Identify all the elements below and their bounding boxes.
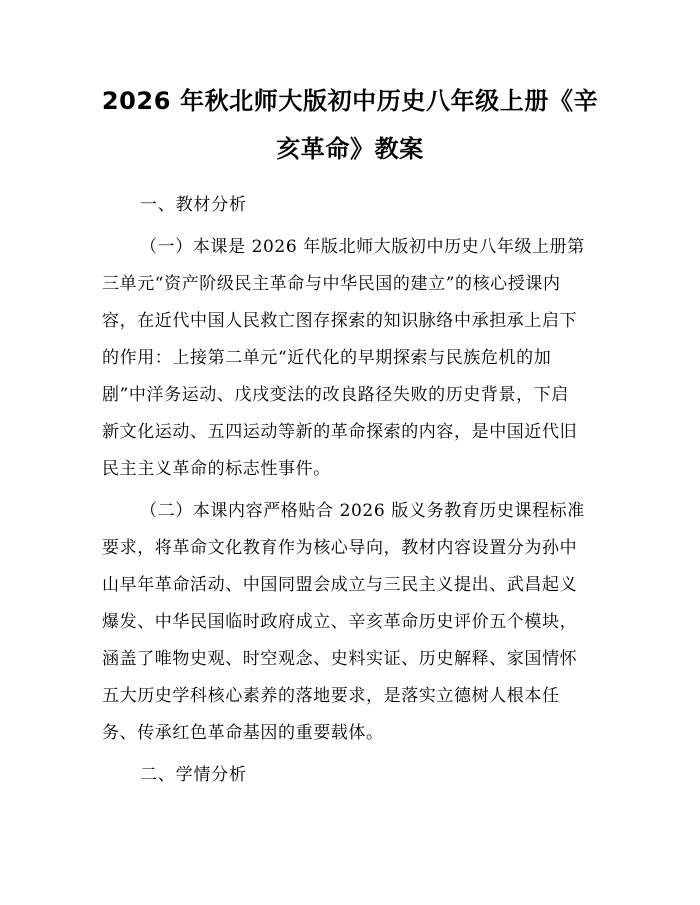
section-heading-learner-analysis: 二、学情分析: [140, 765, 247, 785]
paragraph-1-line-1: （一）本课是 2026 年版北师大版初中历史八年级上册第: [140, 237, 585, 257]
document-title-line-1: 2026 年秋北师大版初中历史八年级上册《辛: [101, 87, 599, 115]
paragraph-1-line-7: 民主主义革命的标志性事件。: [102, 459, 331, 479]
paragraph-2-line-1: （二）本课内容严格贴合 2026 版义务教育历史课程标准: [140, 501, 585, 521]
section-heading-textbook-analysis: 一、教材分析: [140, 195, 247, 215]
paragraph-2-line-7: 务、传承红色革命基因的重要载体。: [102, 723, 384, 743]
paragraph-2-line-3: 山早年革命活动、中国同盟会成立与三民主义提出、武昌起义: [102, 575, 578, 595]
paragraph-1-line-3: 容，在近代中国人民救亡图存探索的知识脉络中承担承上启下: [102, 311, 578, 331]
paragraph-1-line-5: 剧”中洋务运动、戊戌变法的改良路径失败的历史背景，下启: [102, 385, 569, 405]
paragraph-2-line-4: 爆发、中华民国临时政府成立、辛亥革命历史评价五个模块，: [102, 612, 578, 632]
paragraph-1-line-2: 三单元“资产阶级民主革命与中华民国的建立”的核心授课内: [102, 274, 561, 294]
paragraph-2-line-6: 五大历史学科核心素养的落地要求，是落实立德树人根本任: [102, 686, 560, 706]
paragraph-2-line-2: 要求，将革命文化教育作为核心导向，教材内容设置分为孙中: [102, 538, 578, 558]
paragraph-1-line-6: 新文化运动、五四运动等新的革命探索的内容，是中国近代旧: [102, 422, 578, 442]
paragraph-1-line-4: 的作用：上接第二单元“近代化的早期探索与民族危机的加: [102, 348, 552, 368]
document-title-line-2: 亥革命》教案: [276, 135, 424, 163]
paragraph-2-line-5: 涵盖了唯物史观、时空观念、史料实证、历史解释、家国情怀: [102, 649, 578, 669]
